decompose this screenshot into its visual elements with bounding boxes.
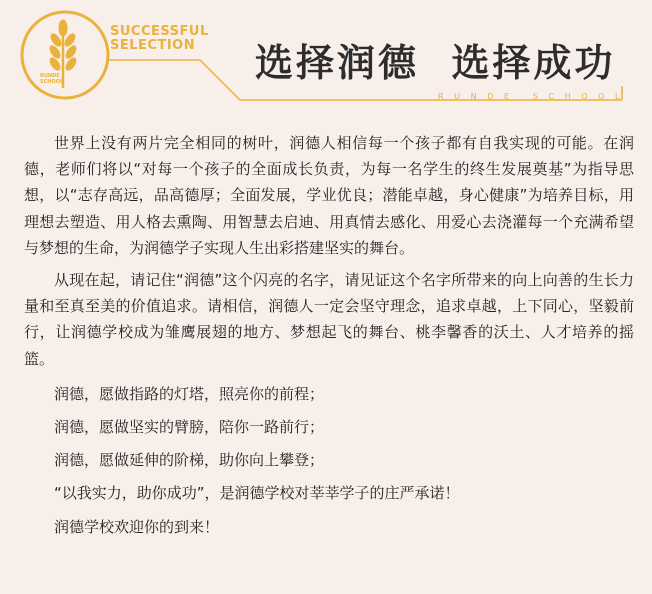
logo-text-line2: SELECTION (110, 38, 196, 53)
school-name-en: RUNDE SCHOOL (438, 92, 631, 101)
emblem-text-1: RUNDE (40, 73, 60, 79)
paragraph-1: 世界上没有两片完全相同的树叶，润德人相信每一个孩子都有自我实现的可能。在润德，老师们将以“对每一个孩子的全面成长负责，为每一名学生的终生发展奠基”为指导思想，以“志存高远，品高德厚；全面发展，学业优良；潜能卓越，身心健康”为培养目标，用理想去塑造、用人格去熏陶、用智慧去启迪、用真情去感化、用爱心去浇灌每一个充满希望与梦想的生命，为润德学子实现人生出彩搭建坚实的舞台。 (24, 134, 634, 257)
promise-line: “以我实力，助你成功”，是润德学校对莘莘学子的庄严承诺！ (54, 484, 460, 503)
logo-text-line1: SUCCESSFUL (110, 24, 209, 39)
page-title: 选择润德 选择成功 (255, 41, 616, 85)
paragraph-2: 从现在起，请记住“润德”这个闪亮的名字，请见证这个名字所带来的向上向善的生长力量和至真至美的价值追求。请相信，润德人一定会坚守理念，追求卓越，上下同心，坚毅前行，让润德学校成为雏鹰展翅的地方、梦想起飞的舞台、桃李馨香的沃土、人才培养的摇篮。 (24, 271, 634, 368)
article-body (24, 130, 634, 547)
pledge-line-1: 润德，愿做指路的灯塔，照亮你的前程； (54, 384, 325, 403)
page-header (0, 0, 652, 112)
welcome-line: 润德学校欢迎你的到来！ (54, 517, 220, 536)
emblem-text-2: SCHOOL (40, 79, 64, 85)
pledge-line-2: 润德，愿做坚实的臂膀，陪你一路前行； (54, 418, 325, 437)
pledge-line-3: 润德，愿做延伸的阶梯，助你向上攀登； (54, 451, 325, 470)
